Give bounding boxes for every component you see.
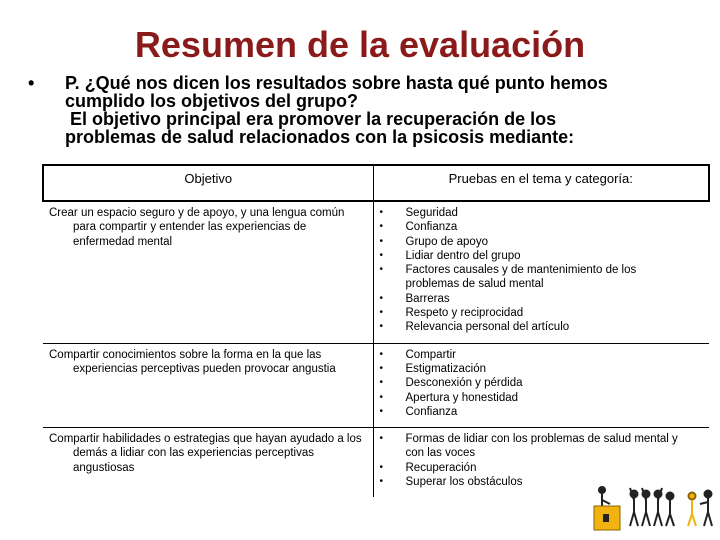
bullet: •	[379, 362, 384, 374]
header-evidence: Pruebas en el tema y categoría:	[373, 165, 709, 201]
bullet: •	[379, 476, 384, 488]
bullet: •	[379, 207, 384, 218]
bullet: •	[379, 221, 384, 233]
bullet: •	[379, 307, 384, 319]
question-line-1: P. ¿Qué nos dicen los resultados sobre hasta qué punto hemos	[65, 73, 608, 93]
list-item: • Seguridad	[379, 207, 458, 219]
list-item: • Factores causales y de mantenimiento de los problemas de salud mental	[379, 264, 637, 291]
bullet: •	[379, 321, 384, 333]
list-item: • Barreras	[379, 292, 450, 305]
bullet: •	[379, 264, 384, 276]
list-item: • Desconexión y pérdida	[379, 377, 523, 390]
bullet: •	[379, 235, 384, 247]
bullet: •	[379, 292, 384, 304]
list-item: • Superar los obstáculos	[379, 476, 523, 489]
table-row	[43, 201, 709, 343]
bullet: •	[28, 73, 35, 93]
list-item: • Estigmatización	[379, 362, 487, 375]
list-item: • Grupo de apoyo	[379, 235, 488, 248]
objective-cell: Crear un espacio seguro y de apoyo, y una lengua común para compartir y entender las experiencias de enfermedad mental	[49, 207, 345, 248]
bullet: •	[379, 249, 384, 261]
question-line-2: cumplido los objetivos del grupo?	[65, 91, 359, 111]
header-objective: Objetivo	[43, 165, 373, 201]
evaluation-table	[42, 164, 710, 497]
list-item: • Respeto y reciprocidad	[379, 307, 524, 320]
evidence-list	[374, 344, 710, 427]
list-item: • Confianza	[379, 221, 458, 234]
bullet: •	[379, 391, 384, 403]
question-line-4: problemas de salud relacionados con la psicosis mediante:	[65, 127, 575, 147]
bullet: •	[379, 377, 384, 389]
list-item: • Relevancia personal del artículo	[379, 321, 570, 334]
list-item: • Lidiar dentro del grupo	[379, 249, 521, 262]
list-item: • Apertura y honestidad	[379, 391, 519, 404]
objective-cell: Compartir habilidades o estrategias que hayan ayudado a los demás a lidiar con las experiencias perceptivas angustiosas	[49, 433, 362, 474]
objective-cell: Compartir conocimientos sobre la forma en la que las experiencias perceptivas pueden provocar angustia	[49, 348, 336, 375]
page-title: Resumen de la evaluación	[134, 24, 586, 65]
bullet: •	[379, 433, 384, 445]
list-item: • Recuperación	[379, 461, 477, 474]
list-item: • Compartir	[379, 348, 456, 361]
people-figures-icon	[588, 474, 716, 534]
table-row	[43, 343, 709, 427]
list-item: • Confianza	[379, 405, 458, 418]
question-block	[28, 74, 688, 146]
question-line-3: El objetivo principal era promover la recuperación de los	[70, 109, 557, 129]
bullet: •	[379, 348, 384, 360]
bullet: •	[379, 461, 384, 473]
list-item: • Formas de lidiar con los problemas de salud mental y con las voces	[379, 433, 678, 460]
bullet: •	[379, 405, 384, 417]
evidence-list	[374, 202, 710, 343]
